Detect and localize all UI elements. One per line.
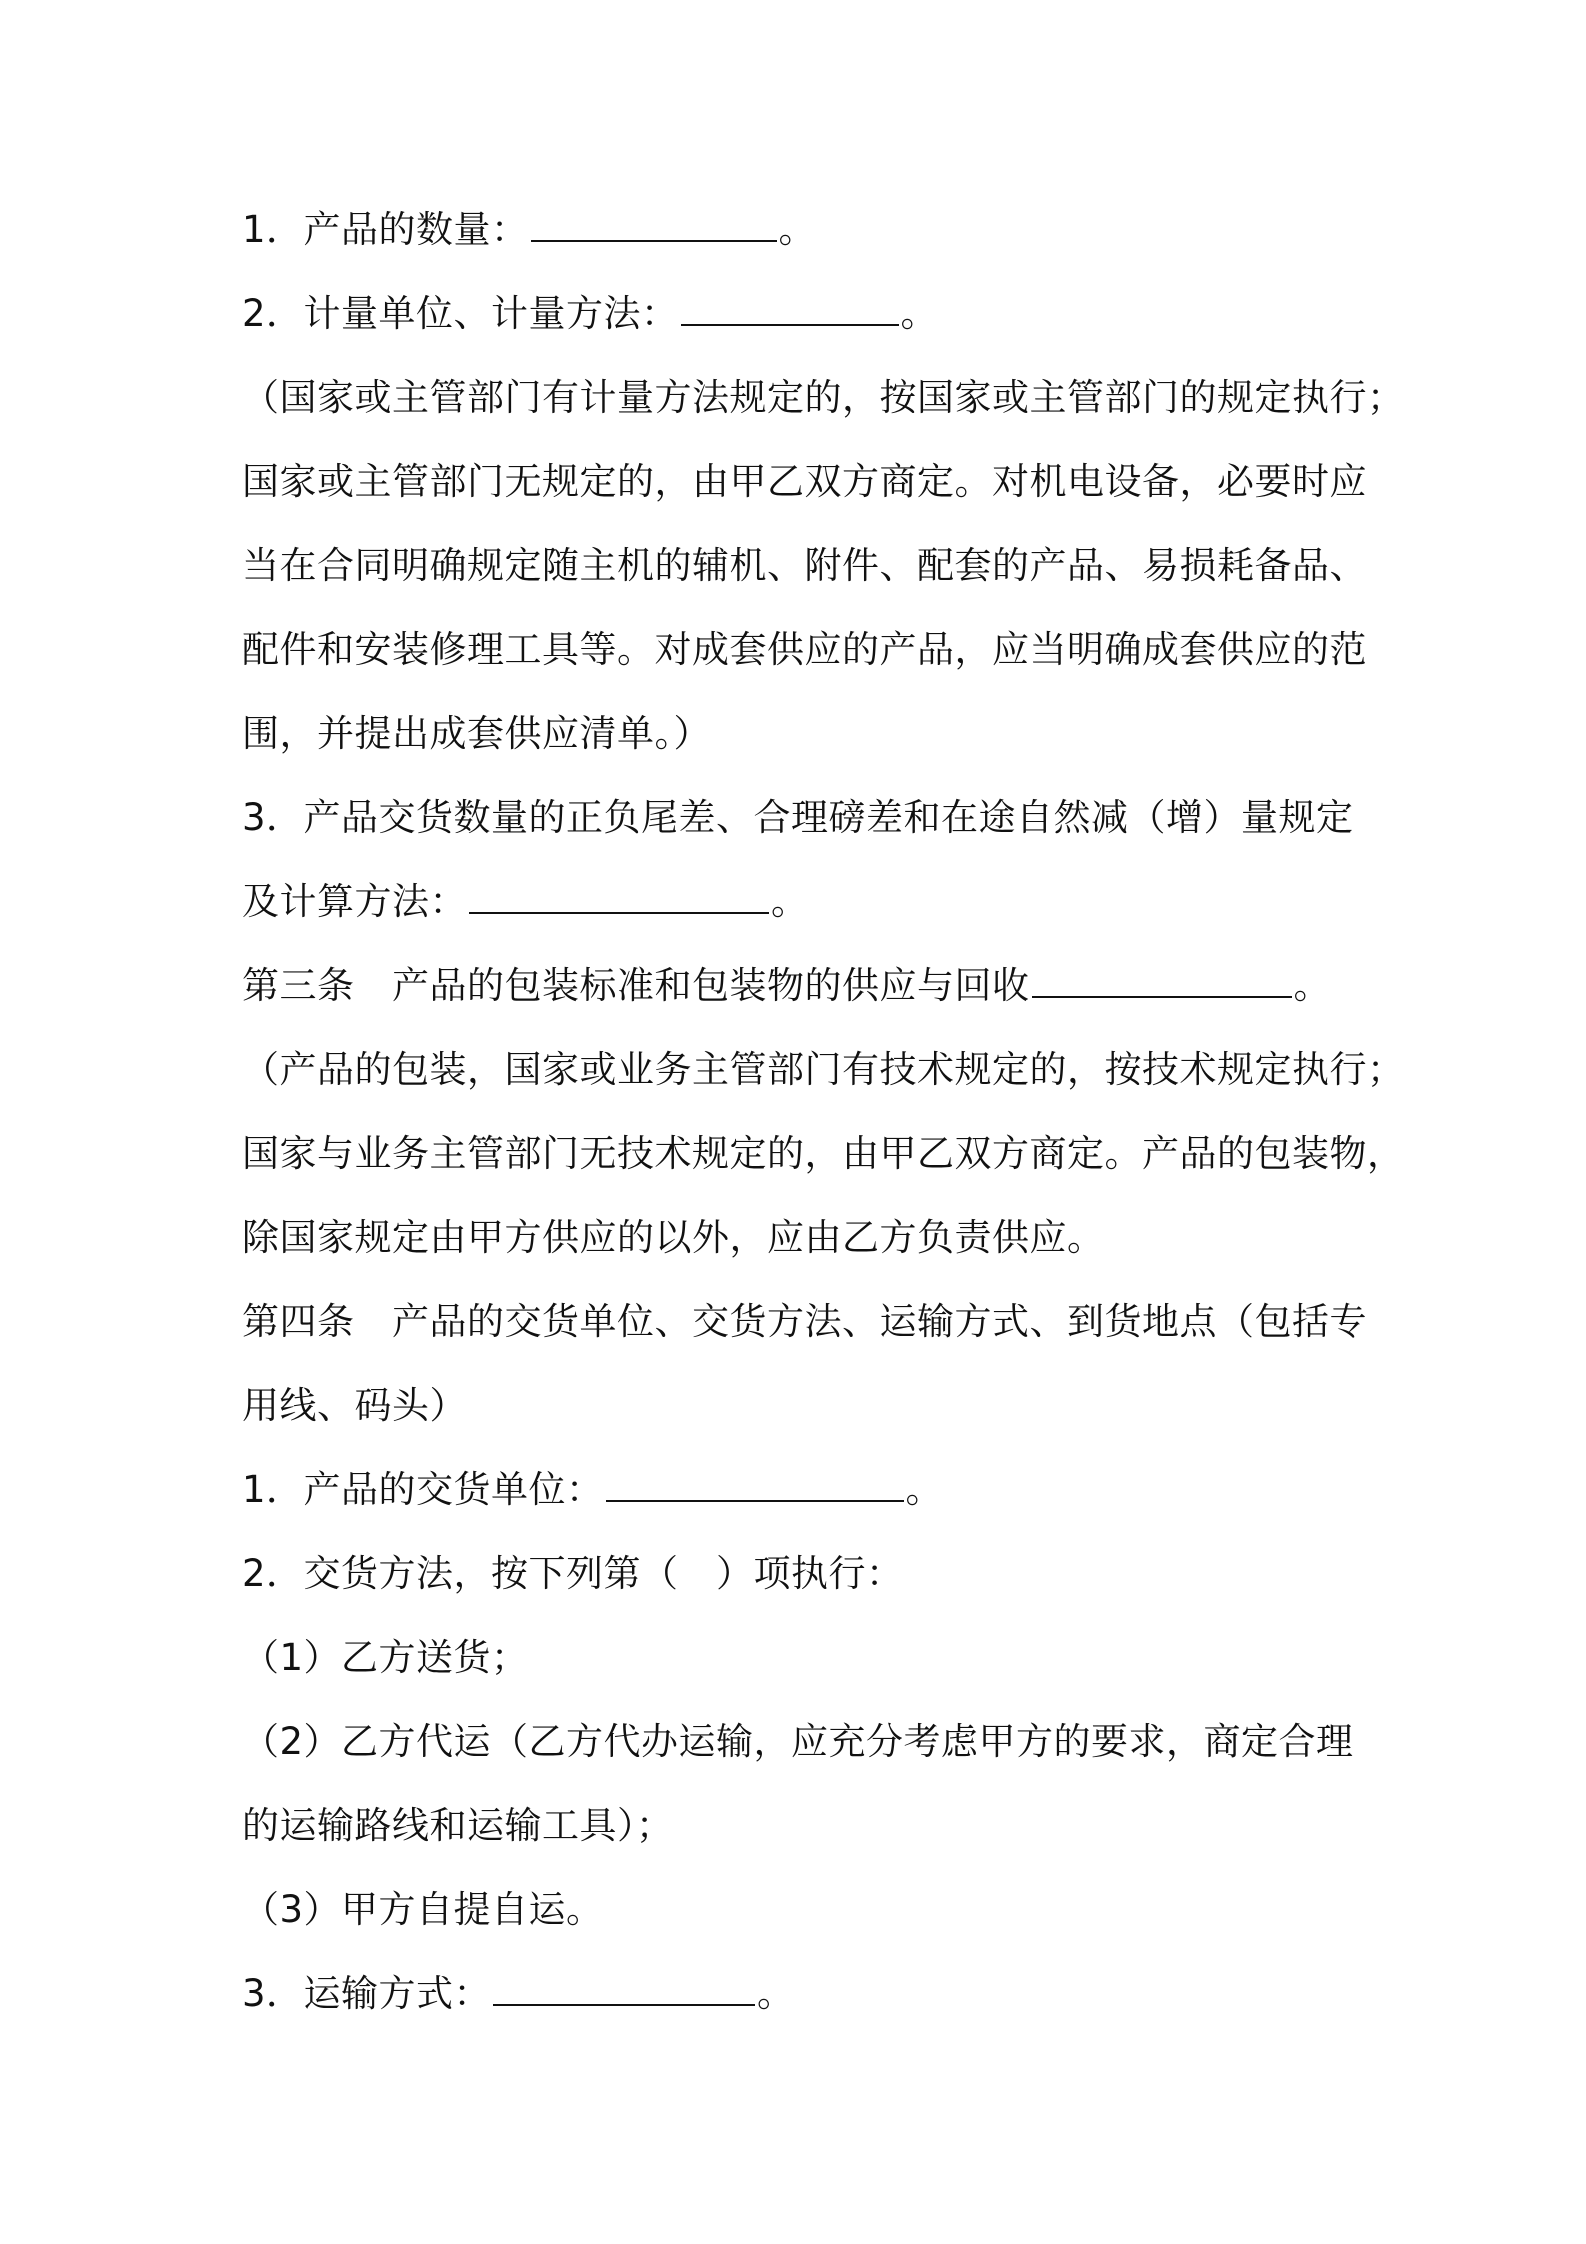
line-text: 第四条 产品的交货单位、交货方法、运输方式、到货地点（包括专	[242, 1300, 1367, 1343]
paragraph-line	[242, 710, 711, 758]
line-text: 除国家规定由甲方供应的以外，应由乙方负责供应。	[242, 1216, 1105, 1259]
line-text: 国家或主管部门无规定的，由甲乙双方商定。对机电设备，必要时应	[242, 460, 1367, 503]
line-text: 的运输路线和运输工具）；	[242, 1804, 674, 1847]
fill-blank-delivery-unit[interactable]	[606, 1466, 904, 1502]
line-text: 1．产品的交货单位：	[242, 1468, 604, 1511]
line-text: 2．计量单位、计量方法：	[242, 292, 679, 335]
paragraph-line	[242, 1382, 467, 1430]
line-text: 配件和安装修理工具等。对成套供应的产品，应当明确成套供应的范	[242, 628, 1367, 671]
clause-delivery-unit	[242, 1466, 943, 1514]
option-item	[242, 1886, 604, 1934]
clause-quantity	[242, 206, 816, 254]
paragraph-line	[242, 1046, 1405, 1094]
paragraph-line	[242, 374, 1405, 422]
line-text: 围，并提出成套供应清单。）	[242, 712, 711, 755]
line-text: 3．运输方式：	[242, 1972, 492, 2015]
line-text: （3）甲方自提自运。	[242, 1888, 604, 1931]
line-text: 及计算方法：	[242, 880, 467, 923]
fill-blank-unit-method[interactable]	[681, 290, 899, 326]
line-text: 国家与业务主管部门无技术规定的，由甲乙双方商定。产品的包装物，	[242, 1132, 1405, 1175]
line-text: 当在合同明确规定随主机的辅机、附件、配套的产品、易损耗备品、	[242, 544, 1367, 587]
line-suffix: 。	[1293, 964, 1331, 1007]
clause-transport-mode	[242, 1970, 795, 2018]
line-text: （2）乙方代运（乙方代办运输，应充分考虑甲方的要求，商定合理	[242, 1720, 1354, 1763]
clause-delivery-method	[242, 1550, 904, 1598]
paragraph-line	[242, 626, 1367, 674]
paragraph-line	[242, 1214, 1105, 1262]
line-suffix: 。	[905, 1468, 944, 1511]
line-text: 第三条 产品的包装标准和包装物的供应与回收	[242, 964, 1030, 1007]
article-three-heading	[242, 962, 1331, 1010]
line-text: 用线、码头）	[242, 1384, 467, 1427]
option-item	[242, 1634, 529, 1682]
line-suffix: 。	[757, 1972, 795, 2015]
clause-tolerance-method	[242, 878, 809, 926]
line-suffix: 。	[778, 208, 817, 251]
line-suffix: 。	[771, 880, 809, 923]
paragraph-line	[242, 458, 1367, 506]
clause-unit-method	[242, 290, 938, 338]
line-suffix: 。	[900, 292, 939, 335]
fill-blank-packaging[interactable]	[1032, 962, 1292, 998]
article-four-heading	[242, 1298, 1367, 1346]
line-text: （1）乙方送货；	[242, 1636, 529, 1679]
fill-blank-quantity[interactable]	[531, 206, 777, 242]
line-text: 1．产品的数量：	[242, 208, 529, 251]
paragraph-line	[242, 1130, 1405, 1178]
fill-blank-tolerance-method[interactable]	[469, 878, 769, 914]
paragraph-line	[242, 1802, 674, 1850]
line-text: （产品的包装，国家或业务主管部门有技术规定的，按技术规定执行；	[242, 1048, 1405, 1091]
fill-blank-transport-mode[interactable]	[493, 1970, 755, 2006]
line-text: 2．交货方法，按下列第（ ）项执行：	[242, 1552, 904, 1595]
clause-tolerance	[242, 794, 1354, 842]
paragraph-line	[242, 542, 1367, 590]
line-text: 3．产品交货数量的正负尾差、合理磅差和在途自然减（增）量规定	[242, 796, 1354, 839]
line-text: （国家或主管部门有计量方法规定的，按国家或主管部门的规定执行；	[242, 376, 1405, 419]
option-item	[242, 1718, 1354, 1766]
